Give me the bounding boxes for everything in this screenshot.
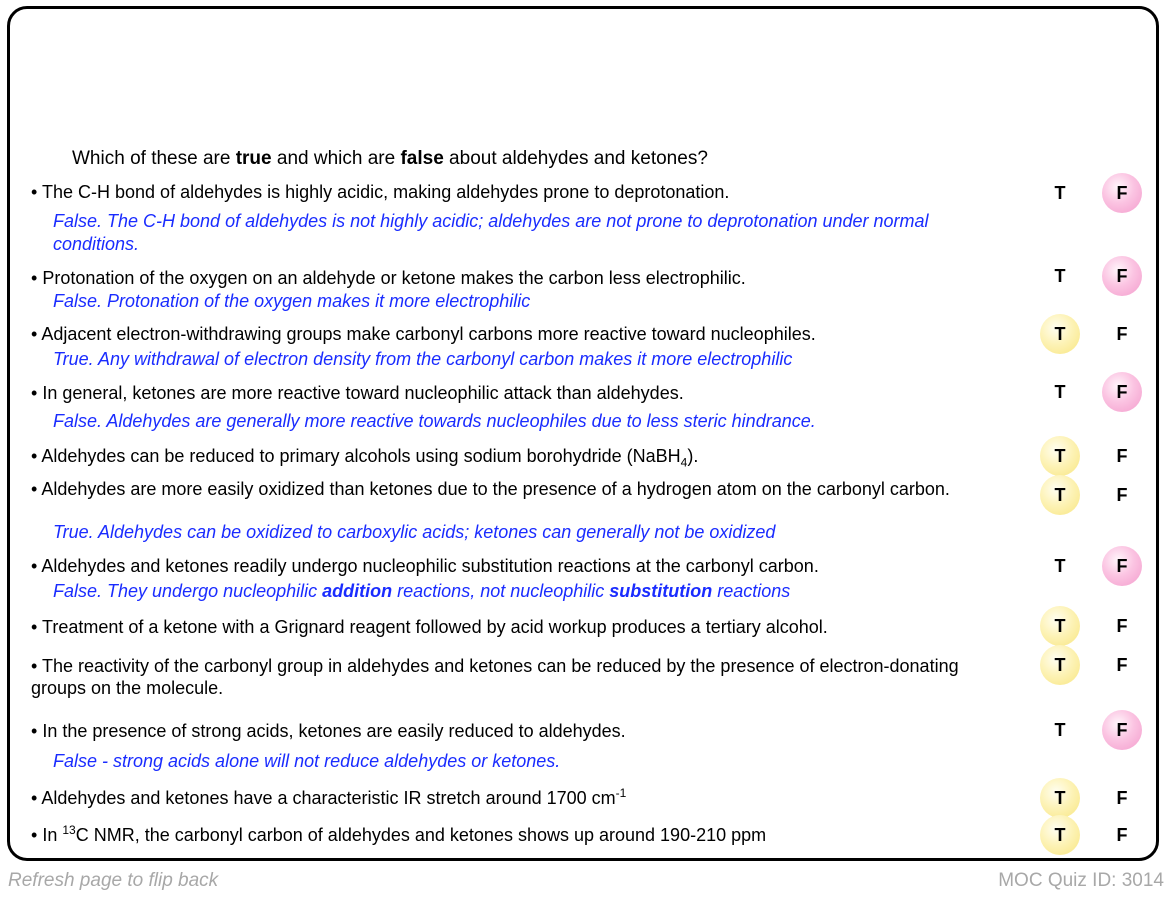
question-8: • Treatment of a ketone with a Grignard reagent followed by acid workup produces a tertiary alcohol. <box>31 617 828 637</box>
explanation-2: False. Protonation of the oxygen makes it more electrophilic <box>53 291 531 311</box>
question-4: • In general, ketones are more reactive toward nucleophilic attack than aldehydes. <box>31 383 684 403</box>
explanation-3: True. Any withdrawal of electron density from the carbonyl carbon makes it more electrophilic <box>53 349 793 369</box>
explanation-6: True. Aldehydes can be oxidized to carboxylic acids; ketones can generally not be oxidized <box>53 522 776 542</box>
q4-true-option[interactable]: T <box>1054 381 1066 402</box>
q2-false-option[interactable]: F <box>1102 256 1142 296</box>
q12-false-option[interactable]: F <box>1116 824 1128 845</box>
q5-true-option[interactable]: T <box>1040 436 1080 476</box>
q7-true-option[interactable]: T <box>1054 555 1066 576</box>
q10-false-option[interactable]: F <box>1102 710 1142 750</box>
explanation-1: False. The C-H bond of aldehydes is not highly acidic; aldehydes are not prone to deprotonation under normal conditions. <box>53 211 929 254</box>
question-10: • In the presence of strong acids, ketones are easily reduced to aldehydes. <box>31 721 626 741</box>
q6-true-option[interactable]: T <box>1040 475 1080 515</box>
q1-false-option[interactable]: F <box>1102 173 1142 213</box>
explanation-7: False. They undergo nucleophilic addition reactions, not nucleophilic substitution reactions <box>53 581 791 601</box>
q6-false-option[interactable]: F <box>1116 484 1128 505</box>
q8-false-option[interactable]: F <box>1116 615 1128 636</box>
q4-false-option[interactable]: F <box>1102 372 1142 412</box>
q1-true-option[interactable]: T <box>1054 182 1066 203</box>
question-11: • Aldehydes and ketones have a characteristic IR stretch around 1700 $cm^{-1}$ <box>31 786 627 808</box>
q2-true-option[interactable]: T <box>1054 265 1066 286</box>
quiz-id: MOC Quiz ID: 3014 <box>998 870 1164 891</box>
question-7: • Aldehydes and ketones readily undergo nucleophilic substitution reactions at the carbonyl carbon. <box>31 556 819 576</box>
question-5: • Aldehydes can be reduced to primary alcohols using sodium borohydride (NaBH$_4$). <box>31 446 699 470</box>
q11-true-option[interactable]: T <box>1040 778 1080 818</box>
question-12: • In $^{13}$C NMR, the carbonyl carbon of aldehydes and ketones shows up around 190-210 ppm <box>31 823 767 845</box>
q11-false-option[interactable]: F <box>1116 787 1128 808</box>
q5-false-option[interactable]: F <box>1116 445 1128 466</box>
q9-true-option[interactable]: T <box>1040 645 1080 685</box>
q10-true-option[interactable]: T <box>1054 719 1066 740</box>
q3-false-option[interactable]: F <box>1116 323 1128 344</box>
q12-true-option[interactable]: T <box>1040 815 1080 855</box>
quiz-prompt: Which of these are true and which are false about aldehydes and ketones? <box>72 148 708 169</box>
question-6: • Aldehydes are more easily oxidized than ketones due to the presence of a hydrogen atom on the carbonyl carbon. <box>31 479 950 499</box>
refresh-hint: Refresh page to flip back <box>8 870 219 891</box>
question-2: • Protonation of the oxygen on an aldehyde or ketone makes the carbon less electrophilic. <box>31 268 746 288</box>
q3-true-option[interactable]: T <box>1040 314 1080 354</box>
q7-false-option[interactable]: F <box>1102 546 1142 586</box>
explanation-4: False. Aldehydes are generally more reactive towards nucleophiles due to less steric hindrance. <box>53 411 816 431</box>
explanation-10: False - strong acids alone will not reduce aldehydes or ketones. <box>53 751 561 771</box>
q8-true-option[interactable]: T <box>1040 606 1080 646</box>
question-1: • The C-H bond of aldehydes is highly acidic, making aldehydes prone to deprotonation. <box>31 182 730 202</box>
question-9: • The reactivity of the carbonyl group in aldehydes and ketones can be reduced by the presence of electron-donating groups on the molecule. <box>31 656 959 698</box>
question-3: • Adjacent electron-withdrawing groups make carbonyl carbons more reactive toward nucleophiles. <box>31 324 816 344</box>
q9-false-option[interactable]: F <box>1116 654 1128 675</box>
